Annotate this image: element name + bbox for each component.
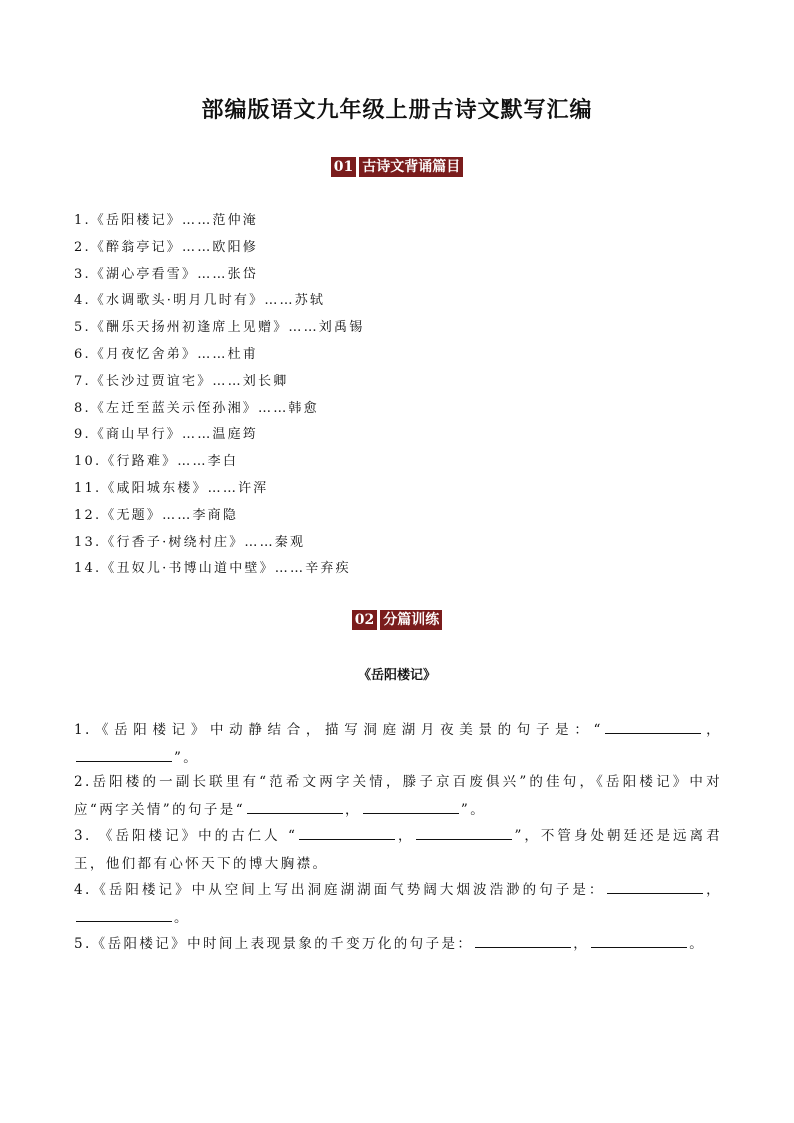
answer-blank[interactable]	[247, 799, 343, 814]
answer-blank[interactable]	[76, 747, 172, 762]
list-item: 9.《商山早行》……温庭筠	[74, 427, 259, 443]
list-item: 14.《丑奴儿·书博山道中壁》……辛弃疾	[74, 561, 351, 577]
answer-blank[interactable]	[416, 825, 512, 840]
question-2: 2.岳阳楼的一副长联里有“范希文两字关情，滕子京百废俱兴”的佳句，《岳阳楼记》中对应“两字关情”的句子是“ ， ”。	[74, 774, 722, 818]
list-item: 3.《湖心亭看雪》……张岱	[74, 266, 259, 282]
question-3: 3. 《岳阳楼记》中的古仁人 “ ， ”，不管身处朝廷还是远离君王，他们都有心怀天下的博大胸襟。	[74, 822, 722, 878]
list-item: 6.《月夜忆舍弟》……杜甫	[74, 346, 259, 362]
question-5: 5.《岳阳楼记》中时间上表现景象的千变万化的句子是： ， 。	[74, 930, 722, 958]
list-item: 1.《岳阳楼记》……范仲淹	[74, 213, 259, 228]
list-item: 5.《酬乐天扬州初逢席上见赠》……刘禹锡	[74, 320, 365, 336]
passage-title: 《岳阳楼记》	[357, 668, 436, 683]
answer-blank[interactable]	[475, 933, 571, 948]
list-item: 4.《水调歌头·明月几时有》……苏轼	[74, 293, 326, 309]
list-item: 11.《咸阳城东楼》……许浑	[74, 480, 269, 496]
list-item: 13.《行香子·树绕村庄》……秦观	[74, 534, 306, 550]
section-number: 02	[352, 610, 377, 630]
answer-blank[interactable]	[299, 825, 395, 840]
question-4: 4.《岳阳楼记》中从空间上写出洞庭湖湖面气势阔大烟波浩渺的句子是： ，。	[74, 876, 722, 932]
question-1: 1.《岳阳楼记》中动静结合，描写洞庭湖月夜美景的句子是：“ ，”。	[74, 716, 722, 772]
section-label: 古诗文背诵篇目	[359, 157, 463, 177]
page-title: 部编版语文九年级上册古诗文默写汇编	[201, 97, 593, 123]
list-item: 8.《左迁至蓝关示侄孙湘》……韩愈	[74, 400, 319, 416]
section-heading-recitation	[0, 157, 794, 177]
list-item: 2.《醉翁亭记》……欧阳修	[74, 239, 259, 255]
answer-blank[interactable]	[76, 907, 172, 922]
answer-blank[interactable]	[605, 719, 701, 734]
answer-blank[interactable]	[591, 933, 687, 948]
list-item: 10.《行路难》……李白	[74, 454, 239, 470]
section-heading-training	[0, 610, 794, 630]
list-item: 12.《无题》……李商隐	[74, 507, 239, 523]
recitation-list	[74, 208, 364, 583]
section-label: 分篇训练	[380, 610, 442, 630]
answer-blank[interactable]	[607, 879, 703, 894]
list-item: 7.《长沙过贾谊宅》……刘长卿	[74, 373, 289, 389]
section-number: 01	[331, 157, 356, 177]
answer-blank[interactable]	[363, 799, 459, 814]
